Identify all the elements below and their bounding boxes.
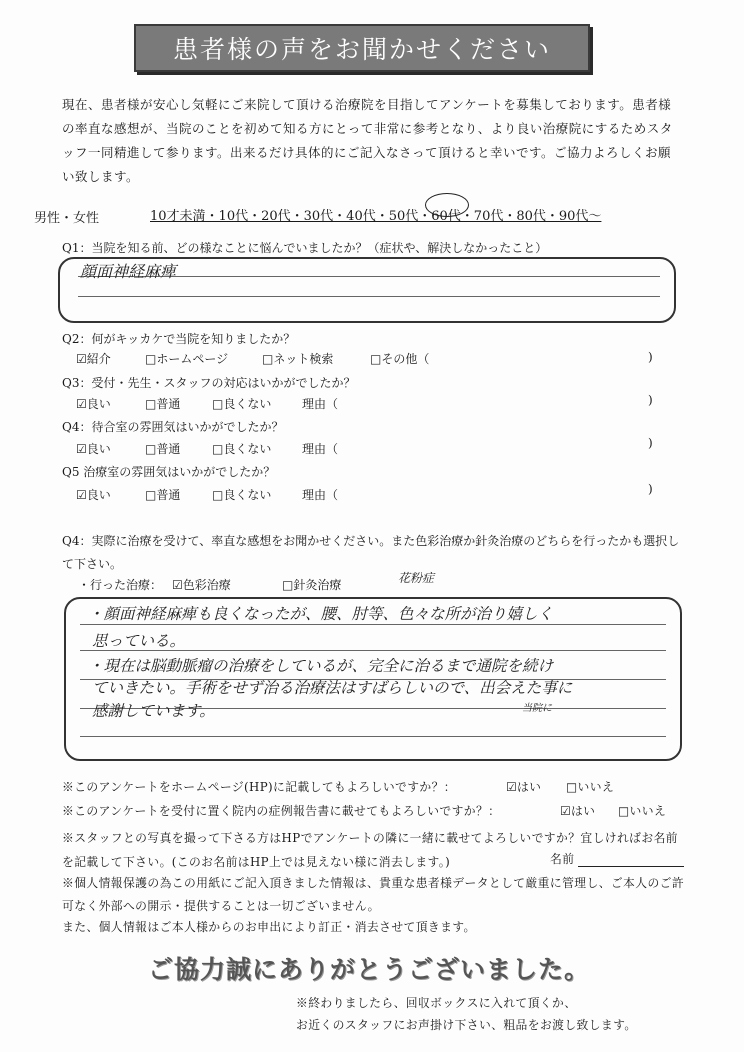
- q6-answer-line-4: ていきたい。手術をせず治る治療法はすばらしいので、出会えた事に: [92, 679, 573, 697]
- consent-report-yes[interactable]: ☑はい: [560, 804, 596, 818]
- intro-text: 現在、患者様が安心し気軽にご来院して頂ける治療院を目指してアンケートを募集しております。患者様の率直な感想が、当院のことを初めて知る方にとって非常に参考となり、より良い治療院にするためスタッフ一同精進して参ります。出来るだけ具体的にご記入なさって頂けると幸いです。ご協力よろしくお願い致します。: [62, 97, 673, 184]
- q2-close-paren: ): [648, 350, 653, 364]
- q2-option-homepage[interactable]: □ホームページ: [145, 352, 229, 366]
- q4-option-good[interactable]: ☑良い: [76, 442, 111, 456]
- footer-line-1: ※終わりましたら、回収ボックスに入れて頂くか、: [296, 996, 577, 1010]
- consent-report-text: ※このアンケートを受付に置く院内の症例報告書に載せてもよろしいですか？：: [62, 804, 501, 818]
- q4-reason-label: 理由（: [302, 442, 339, 456]
- q6-answer-line-1: ・顔面神経麻痺も良くなったが、腰、肘等、色々な所が治り嬉しく: [88, 605, 554, 623]
- q5-option-good[interactable]: ☑良い: [76, 488, 111, 502]
- q5-option-bad[interactable]: □良くない: [212, 488, 272, 502]
- q2-option-referral[interactable]: ☑紹介: [76, 352, 111, 366]
- privacy-correction-note: また、個人情報はご本人様からのお申出により訂正・消去させて頂きます。: [62, 920, 476, 934]
- q5-close-paren: ): [648, 482, 653, 496]
- q3-option-good[interactable]: ☑良い: [76, 397, 111, 411]
- q6-insert-note-1: 花粉症: [398, 571, 435, 585]
- q6-insert-note-2: 当院に: [522, 703, 552, 714]
- q6-label: Q4：実際に治療を受けて、率直な感想をお聞かせください。また色彩治療か針灸治療のどちらを行ったかも選択して下さい。: [62, 534, 680, 571]
- page-title: 患者様の声をお聞かせください: [134, 24, 590, 72]
- q1-answer: 顔面神経麻痺: [80, 262, 177, 281]
- q6-answer-line-5: 感謝しています。: [92, 702, 215, 720]
- privacy-note: ※個人情報保護の為この用紙にご記入頂きました情報は、貴重な患者様データとして厳重に管理し、ご本人のご許可なく外部への開示・提供することは一切ございません。: [62, 876, 685, 913]
- age-selector[interactable]: 10才未満・10代・20代・30代・40代・50代・60代・70代・80代・90代〜: [150, 209, 602, 224]
- q6-treatment-label: ・行った治療：: [78, 578, 163, 592]
- q3-option-bad[interactable]: □良くない: [212, 397, 272, 411]
- q5-reason-label: 理由（: [302, 488, 339, 502]
- footer-line-2: お近くのスタッフにお声掛け下さい、粗品をお渡し致します。: [296, 1018, 637, 1032]
- photo-name-label: 名前: [550, 852, 575, 866]
- q3-reason-label: 理由（: [302, 397, 339, 411]
- q2-option-other[interactable]: □その他（: [370, 352, 430, 366]
- q2-label: Q2：何がキッカケで当院を知りましたか？: [62, 332, 296, 346]
- consent-report-no[interactable]: □いいえ: [618, 804, 667, 818]
- q2-option-search[interactable]: □ネット検索: [262, 352, 334, 366]
- q6-answer-line-3: ・現在は脳動脈瘤の治療をしているが、完全に治るまで通院を続け: [88, 657, 554, 675]
- q3-close-paren: ): [648, 393, 653, 407]
- q6-option-acupuncture[interactable]: □針灸治療: [282, 578, 342, 592]
- photo-name-field[interactable]: [578, 866, 684, 867]
- q4-close-paren: ): [648, 436, 653, 450]
- thanks-message: ご協力誠にありがとうございました。: [148, 955, 591, 984]
- q5-option-normal[interactable]: □普通: [145, 488, 181, 502]
- q6-line-1: [80, 624, 666, 625]
- q5-label: Q5 治療室の雰囲気はいかがでしたか？: [62, 465, 276, 479]
- q6-line-5: [80, 736, 666, 737]
- q6-option-color[interactable]: ☑色彩治療: [172, 578, 231, 592]
- consent-hp-yes[interactable]: ☑はい: [506, 780, 542, 794]
- age-circle-mark: [425, 193, 469, 217]
- q3-label: Q3：受付・先生・スタッフの対応はいかがでしたか？: [62, 376, 356, 390]
- consent-hp-no[interactable]: □いいえ: [566, 780, 615, 794]
- q4-label: Q4：待合室の雰囲気はいかがでしたか？: [62, 420, 284, 434]
- q1-label: Q1：当院を知る前、どの様なことに悩んでいましたか？（症状や、解決しなかったこと）: [62, 241, 548, 255]
- consent-hp-text: ※このアンケートをホームページ(HP)に記載してもよろしいですか？：: [62, 780, 456, 794]
- q3-option-normal[interactable]: □普通: [145, 397, 181, 411]
- photo-note: ※スタッフとの写真を撮って下さる方はHPでアンケートの隣に一緒に載せてよろしいですか？宜しければお名前を記載して下さい。(このお名前はHP上では見えない様に消去します。): [62, 831, 678, 869]
- q4-option-bad[interactable]: □良くない: [212, 442, 272, 456]
- gender-selector[interactable]: 男性・女性: [34, 211, 100, 226]
- q1-line-2: [78, 296, 660, 297]
- q4-option-normal[interactable]: □普通: [145, 442, 181, 456]
- q6-answer-line-2: 思っている。: [92, 632, 186, 650]
